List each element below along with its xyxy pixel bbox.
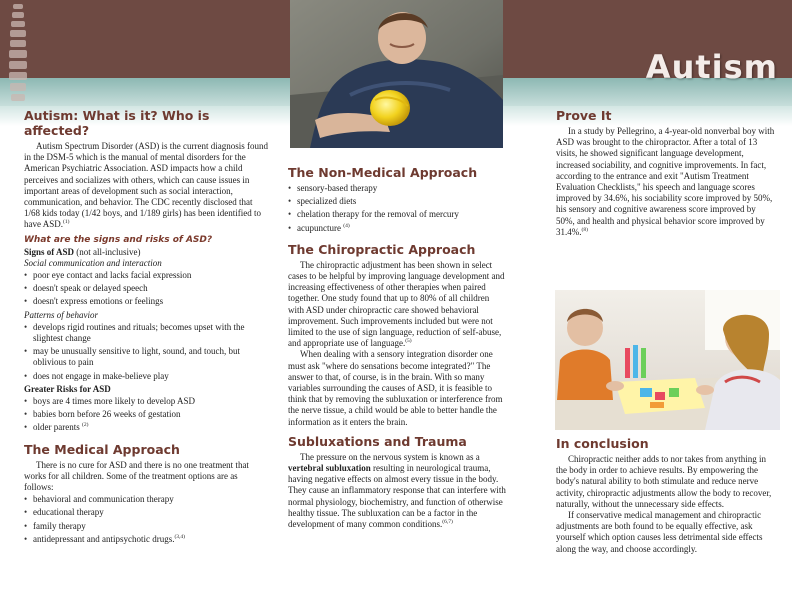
page-title: Autism — [645, 48, 778, 86]
list-item: • boys are 4 times more likely to develop ASD — [24, 396, 269, 407]
social-label: Social communication and interaction — [24, 257, 162, 268]
medical-paragraph: There is no cure for ASD and there is no one treatment that works for all children. Some of the treatment options are as follows: — [24, 459, 249, 493]
signs-heading: What are the signs and risks of ASD? — [24, 234, 213, 245]
list-item: • chelation therapy for the removal of mercury — [288, 209, 506, 220]
section-heading-prove: Prove It — [556, 108, 612, 123]
chiro-paragraph-2: When dealing with a sensory integration disorder one must ask "where do sensations become integrated?" The answer to that, of course, is in the brain. With so many variables surrounding the causes of ASD, it is feasible to think that by removing the subluxation or interference from the nerve tissue, a child would be able to better handle the information as it enters the brain. — [288, 349, 503, 427]
list-item: • babies born before 26 weeks of gestation — [24, 409, 269, 420]
section-heading-autism: Autism: What is it? Who is affected? — [24, 108, 210, 138]
prove-paragraph: In a study by Pellegrino, a 4-year-old nonverbal boy with ASD was brought to the chiropractor. After a total of 13 visits, he showed significant language development, increased sociability, and cognitive improvements. In fact, according to the entrance and exit "Autism Treatment Evaluation Checklists," his speech and language scores improved by 34.6%, his sociability score improved by 50%, his sensory and cognitive awareness score improved by 50%, and health and physical behavior score improved by 31.4%.$^{(8)}$ — [556, 126, 775, 237]
social-list — [24, 270, 269, 308]
conclusion-paragraph-1: Chiropractic neither adds to nor takes from anything in the body in order to achieve results. By empowering the body's natural ability to both stimulate and reduce nerve activity, chiropractic adjustments allow the body to recover, naturally, without the unnecessary side effects. — [556, 454, 772, 509]
nonmedical-list — [288, 183, 506, 234]
list-item: • family therapy — [24, 521, 269, 532]
chiro-paragraph-1: The chiropractic adjustment has been shown in select cases to be helpful by improving language development and increasing effectiveness of other therapies when paired together. One study found that up to 80% of all children with ASD under chiropractic care showed behavioral improvement. Such improvements included but were not limited to the use of sign language, reduction of self-abuse, and appropriate use of language.$^{(5)}$ — [288, 259, 505, 349]
subluxation-paragraph: The pressure on the nervous system is known as a vertebral subluxation resulting in neurological trauma, having negative effects on almost every tissue in the body. They cause an inflammatory response that can interfere with normal physiology, biochemistry, and function of otherwise healthy tissue. The subluxation can be a factor in the development of many common conditions.$^{(6,7)}$ — [288, 451, 506, 530]
list-item: • antidepressant and antipsychotic drugs.$^{(3,4)}$ — [24, 534, 269, 545]
section-heading-subluxations: Subluxations and Trauma — [288, 433, 467, 449]
kids-photo — [555, 290, 780, 430]
list-item: • doesn't express emotions or feelings — [24, 296, 269, 307]
list-item: • educational therapy — [24, 507, 269, 518]
right-column-top — [556, 108, 776, 238]
section-heading-conclusion: In conclusion — [556, 436, 649, 451]
list-item: • does not engage in make-believe play — [24, 371, 269, 382]
risks-label: Greater Risks for ASD — [24, 383, 111, 394]
list-item: • specialized diets — [288, 196, 506, 207]
top-photo — [290, 0, 503, 148]
list-item: • acupuncture $^{(4)}$ — [288, 223, 506, 234]
left-column — [24, 108, 269, 547]
spine-graphic — [8, 2, 28, 102]
intro-paragraph: Autism Spectrum Disorder (ASD) is the current diagnosis found in the DSM-5 which is the manual of mental disorders for the American Psychiatric Association. ASD impacts how a child perceives and socializes with others, which can cause issues in important areas of development such as social interaction, communication, and behavior. The CDC recently disclosed that 1/68 kids today (1/42 boys, and 1/189 girls) has been identified to have ASD.$^{(1)}$ — [24, 141, 268, 230]
signs-label: Signs of ASD (not all-inclusive) — [24, 246, 141, 257]
list-item: • sensory-based therapy — [288, 183, 506, 194]
section-heading-medical: The Medical Approach — [24, 441, 180, 457]
list-item: • older parents $^{(2)}$ — [24, 422, 269, 433]
list-item: • develops rigid routines and rituals; becomes upset with the slightest change — [24, 322, 269, 344]
conclusion-paragraph-2: If conservative medical management and chiropractic adjustments are both found to be equally effective, ask yourself which option causes less detrimental side effects along the way, and choose accordingly. — [556, 510, 763, 554]
medical-list — [24, 494, 269, 545]
risks-list — [24, 396, 269, 434]
section-heading-chiropractic: The Chiropractic Approach — [288, 241, 476, 257]
behavior-label: Patterns of behavior — [24, 309, 98, 320]
list-item: • may be unusually sensitive to light, sound, and touch, but oblivious to pain — [24, 346, 269, 368]
list-item: • behavioral and communication therapy — [24, 494, 269, 505]
right-column-bottom — [556, 436, 776, 555]
middle-column — [288, 165, 506, 530]
list-item: • poor eye contact and lacks facial expression — [24, 270, 269, 281]
list-item: • doesn't speak or delayed speech — [24, 283, 269, 294]
section-heading-nonmedical: The Non-Medical Approach — [288, 165, 478, 180]
behavior-list — [24, 322, 269, 382]
